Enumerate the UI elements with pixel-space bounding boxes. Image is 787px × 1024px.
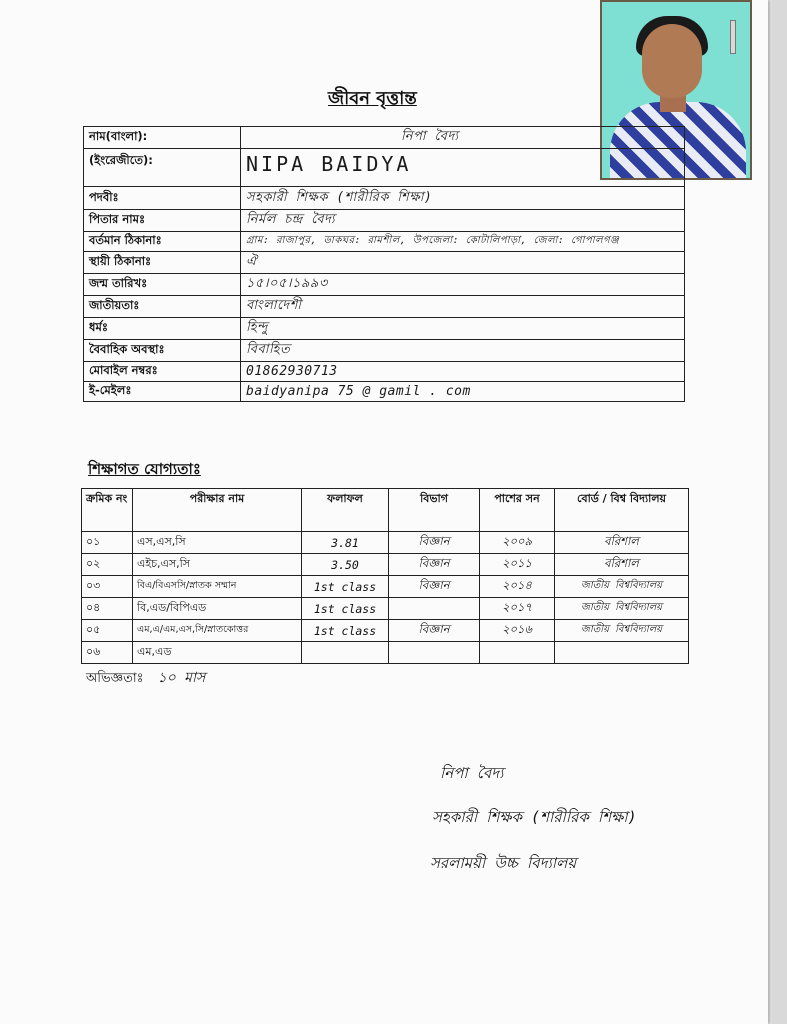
field-label: স্থায়ী ঠিকানাঃ (84, 252, 241, 274)
field-value: নির্মল চন্দ্র বৈদ্য (241, 210, 685, 232)
table-row (84, 318, 685, 340)
exam-cell: বি,এড/বিপিএড (133, 598, 302, 620)
year-cell (480, 642, 555, 664)
year-cell: ২০০৯ (480, 532, 555, 554)
column-header: বিভাগ (389, 489, 480, 532)
field-label: বর্তমান ঠিকানাঃ (84, 232, 241, 252)
table-row (82, 532, 689, 554)
page-edge (772, 0, 787, 1024)
column-header: পরীক্ষার নাম (133, 489, 302, 532)
year-cell: ২০১৭ (480, 598, 555, 620)
column-header: পাশের সন (480, 489, 555, 532)
board-cell: জাতীয় বিশ্ববিদ্যালয় (555, 576, 689, 598)
field-label: বৈবাহিক অবস্থাঃ (84, 340, 241, 362)
table-row (82, 642, 689, 664)
exam-cell: বিএ/বিএসসি/স্নাতক সম্মান (133, 576, 302, 598)
serial-cell: ০৩ (82, 576, 133, 598)
column-header: ক্রমিক নং (82, 489, 133, 532)
year-cell: ২০১৬ (480, 620, 555, 642)
table-row (84, 252, 685, 274)
exam-cell: এম,এড (133, 642, 302, 664)
education-heading: শিক্ষাগত যোগ্যতাঃ (88, 460, 201, 478)
field-value: গ্রাম: রাজাপুর, ডাকঘর: রামশীল, উপজেলা: কোটালিপাড়া, জেলা: গোপালগঞ্জ (241, 232, 685, 252)
column-header: বোর্ড / বিশ্ব বিদ্যালয় (555, 489, 689, 532)
year-cell: ২০১৪ (480, 576, 555, 598)
serial-cell: ০৪ (82, 598, 133, 620)
table-row (84, 340, 685, 362)
table-header-row (82, 489, 689, 532)
field-value: baidyanipa 75 @ gamil . com (241, 382, 685, 402)
field-label: পদবীঃ (84, 187, 241, 210)
table-row (82, 598, 689, 620)
result-cell: 1st class (302, 620, 389, 642)
field-value: ১৫।০৫।১৯৯৩ (241, 274, 685, 296)
field-label: (ইংরেজীতে): (84, 149, 241, 187)
table-row (84, 127, 685, 149)
result-cell: 3.81 (302, 532, 389, 554)
experience-value: ১০ মাস (157, 670, 206, 686)
field-value: হিন্দু (241, 318, 685, 340)
field-value: বিবাহিত (241, 340, 685, 362)
table-row (84, 149, 685, 187)
table-row (84, 362, 685, 382)
result-cell: 1st class (302, 576, 389, 598)
photo-face (642, 24, 702, 98)
education-table (81, 488, 689, 664)
field-value: সহকারী শিক্ষক (শারীরিক শিক্ষা) (241, 187, 685, 210)
experience-label: অভিজ্ঞতাঃ (86, 671, 144, 686)
table-row (82, 620, 689, 642)
field-value: ঐ (241, 252, 685, 274)
field-label: ধর্মঃ (84, 318, 241, 340)
group-cell: বিজ্ঞান (389, 532, 480, 554)
table-row (84, 382, 685, 402)
group-cell: বিজ্ঞান (389, 554, 480, 576)
field-value: 01862930713 (241, 362, 685, 382)
result-cell: 1st class (302, 598, 389, 620)
board-cell (555, 642, 689, 664)
board-cell: বরিশাল (555, 532, 689, 554)
table-row (84, 187, 685, 210)
signature-name: নিপা বৈদ্য (440, 764, 504, 782)
table-row (82, 576, 689, 598)
table-row (84, 274, 685, 296)
board-cell: জাতীয় বিশ্ববিদ্যালয় (555, 598, 689, 620)
year-cell: ২০১১ (480, 554, 555, 576)
exam-cell: এইচ,এস,সি (133, 554, 302, 576)
paper-clip-icon (730, 20, 736, 54)
field-value: নিপা বৈদ্য (241, 127, 685, 149)
serial-cell: ০৬ (82, 642, 133, 664)
field-value: বাংলাদেশী (241, 296, 685, 318)
board-cell: জাতীয় বিশ্ববিদ্যালয় (555, 620, 689, 642)
exam-cell: এম,এ/এম,এস,সি/স্নাতকোত্তর (133, 620, 302, 642)
signature-institution: সরলাময়ী উচ্চ বিদ্যালয় (430, 854, 577, 872)
field-value: NIPA BAIDYA (241, 149, 685, 187)
field-label: জাতীয়তাঃ (84, 296, 241, 318)
serial-cell: ০২ (82, 554, 133, 576)
result-cell (302, 642, 389, 664)
group-cell (389, 598, 480, 620)
field-label: পিতার নামঃ (84, 210, 241, 232)
field-label: নাম(বাংলা): (84, 127, 241, 149)
field-label: মোবাইল নম্বরঃ (84, 362, 241, 382)
page-title: জীবন বৃত্তান্ত (328, 88, 417, 109)
serial-cell: ০৫ (82, 620, 133, 642)
result-cell: 3.50 (302, 554, 389, 576)
personal-info-table (83, 126, 685, 402)
group-cell: বিজ্ঞান (389, 576, 480, 598)
board-cell: বরিশাল (555, 554, 689, 576)
group-cell: বিজ্ঞান (389, 620, 480, 642)
serial-cell: ০১ (82, 532, 133, 554)
exam-cell: এস,এস,সি (133, 532, 302, 554)
signature-designation: সহকারী শিক্ষক (শারীরিক শিক্ষা) (432, 808, 637, 826)
experience-line (86, 666, 205, 690)
table-row (84, 232, 685, 252)
table-row (84, 210, 685, 232)
field-label: জন্ম তারিখঃ (84, 274, 241, 296)
column-header: ফলাফল (302, 489, 389, 532)
group-cell (389, 642, 480, 664)
field-label: ই-মেইলঃ (84, 382, 241, 402)
table-row (82, 554, 689, 576)
table-row (84, 296, 685, 318)
